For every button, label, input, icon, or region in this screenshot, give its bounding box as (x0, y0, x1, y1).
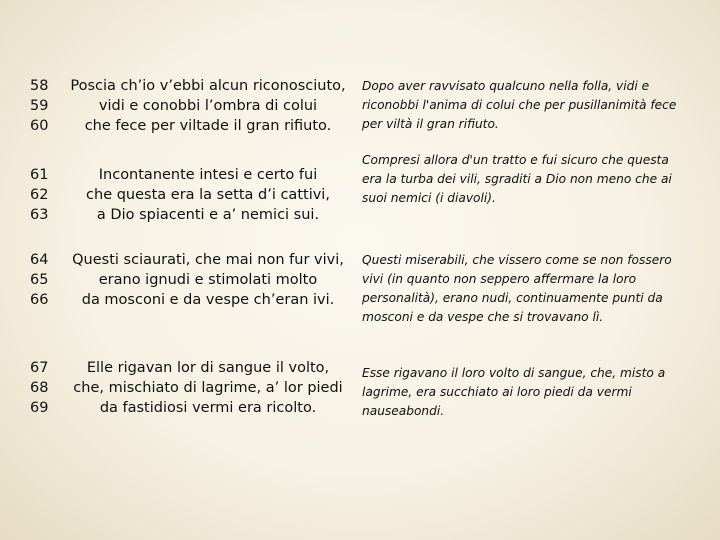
line-numbers (30, 165, 60, 225)
verse-line: da mosconi e da vespe ch’eran ivi. (81, 292, 335, 308)
line-number: 60 (30, 118, 49, 134)
verse-line: che questa era la setta d’i cattivi, (86, 187, 330, 203)
line-number: 67 (30, 360, 49, 376)
verse-line: da fastidiosi vermi era ricolto. (99, 400, 317, 416)
paraphrase-line: personalità), erano nudi, continuamente punti da (362, 291, 663, 305)
line-number: 58 (30, 78, 49, 94)
line-number: 66 (30, 292, 49, 308)
verse-line: erano ignudi e stimolati molto (98, 272, 318, 288)
paraphrase-line: era la turba dei vili, sgraditi a Dio non meno che ai (362, 172, 672, 186)
line-number: 69 (30, 400, 49, 416)
verse-line: che, mischiato di lagrime, a’ lor piedi (73, 380, 343, 396)
verse-text (66, 76, 350, 136)
line-numbers (30, 250, 60, 310)
paraphrase-line: Questi miserabili, che vissero come se non fossero (362, 253, 672, 267)
paraphrase-line: Dopo aver ravvisato qualcuno nella folla, vidi e (362, 79, 650, 93)
paraphrase-text (362, 151, 710, 208)
verse-line: vidi e conobbi l’ombra di colui (98, 98, 318, 114)
verse-text (66, 358, 350, 418)
verse-text (66, 165, 350, 225)
paraphrase-line: Compresi allora d'un tratto e fui sicuro che questa (362, 153, 669, 167)
paraphrase-line: Esse rigavano il loro volto di sangue, che, misto a (362, 366, 666, 380)
verse-line: Poscia ch’io v’ebbi alcun riconosciuto, (70, 78, 346, 94)
paraphrase-line: nauseabondi. (362, 404, 445, 418)
verse-line: Questi sciaurati, che mai non fur vivi, (72, 252, 344, 268)
paraphrase-line: lagrime, era succhiato ai loro piedi da vermi (362, 385, 632, 399)
verse-line: che fece per viltade il gran rifiuto. (84, 118, 332, 134)
verse-line: Incontanente intesi e certo fui (98, 167, 318, 183)
paraphrase-line: vivi (in quanto non seppero affermare la loro (362, 272, 637, 286)
line-number: 62 (30, 187, 49, 203)
line-numbers (30, 358, 60, 418)
line-number: 59 (30, 98, 49, 114)
line-number: 65 (30, 272, 49, 288)
verse-line: a Dio spiacenti e a’ nemici sui. (96, 207, 320, 223)
line-number: 68 (30, 380, 49, 396)
line-number: 64 (30, 252, 49, 268)
paraphrase-text (362, 364, 710, 421)
verse-text (66, 250, 350, 310)
line-numbers (30, 76, 60, 136)
paraphrase-line: per viltà il gran rifiuto. (362, 117, 499, 131)
paraphrase-text (362, 77, 710, 134)
paraphrase-line: suoi nemici (i diavoli). (362, 191, 496, 205)
line-number: 61 (30, 167, 49, 183)
paraphrase-line: riconobbi l'anima di colui che per pusillanimità fece (362, 98, 677, 112)
paraphrase-line: mosconi e da vespe che si trovavano lì. (362, 310, 604, 324)
line-number: 63 (30, 207, 49, 223)
verse-line: Elle rigavan lor di sangue il volto, (86, 360, 330, 376)
paraphrase-text (362, 251, 710, 327)
